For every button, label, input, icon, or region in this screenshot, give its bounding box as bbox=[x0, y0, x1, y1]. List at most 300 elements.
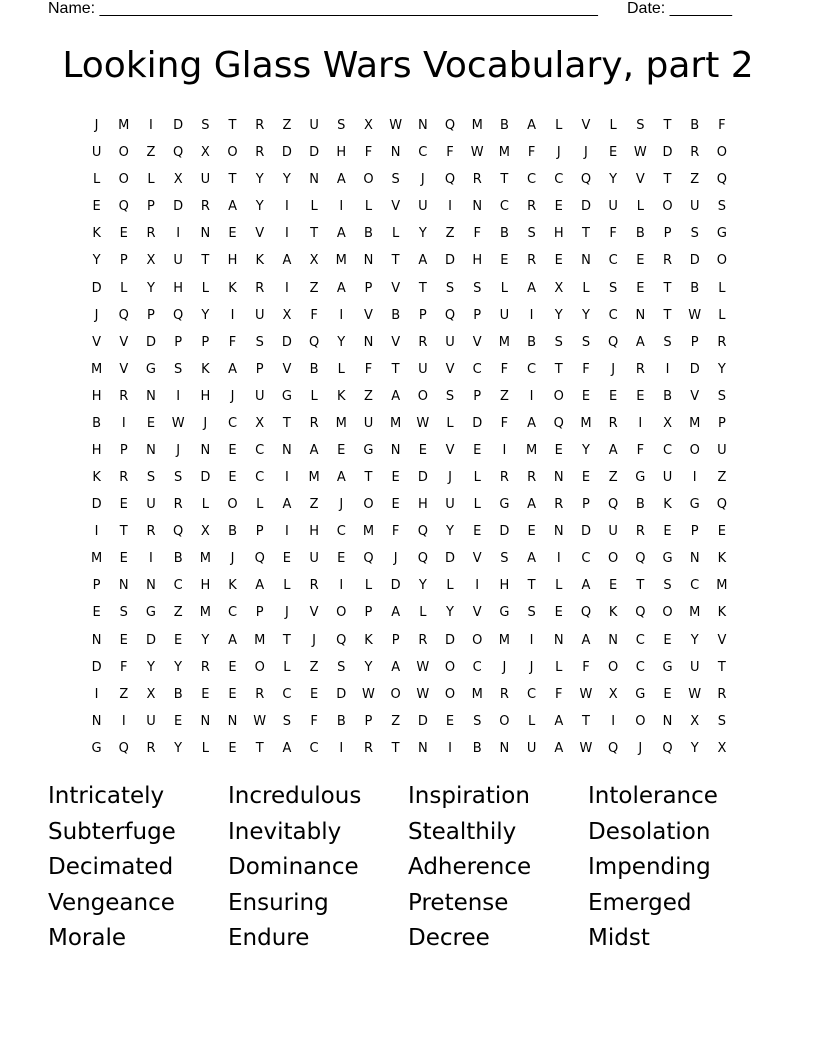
grid-letter: P bbox=[92, 578, 101, 594]
grid-letter: V bbox=[282, 361, 292, 377]
grid-letter: Z bbox=[445, 226, 455, 242]
grid-letter: G bbox=[281, 388, 292, 404]
grid-letter: E bbox=[473, 442, 482, 458]
grid-letter: V bbox=[391, 334, 401, 350]
grid-letter: U bbox=[445, 334, 455, 350]
grid-letter: X bbox=[146, 253, 156, 269]
grid-letter: R bbox=[363, 740, 373, 756]
grid-letter: D bbox=[336, 686, 347, 702]
grid-letter: D bbox=[417, 470, 428, 486]
grid-letter: T bbox=[255, 740, 264, 756]
grid-letter: Y bbox=[609, 172, 618, 188]
grid-letter: G bbox=[145, 361, 156, 377]
grid-letter: A bbox=[336, 470, 346, 486]
grid-letter: V bbox=[445, 361, 455, 377]
grid-letter: Z bbox=[309, 497, 319, 513]
grid-letter: C bbox=[309, 740, 319, 756]
grid-letter: R bbox=[717, 686, 727, 702]
grid-letter: X bbox=[282, 307, 292, 323]
grid-letter: C bbox=[554, 172, 564, 188]
grid-letter: Y bbox=[174, 659, 183, 675]
grid-letter: J bbox=[638, 740, 643, 756]
grid-letter: U bbox=[146, 497, 156, 513]
word-list-item: Midst bbox=[588, 925, 650, 951]
grid-letter: E bbox=[146, 415, 156, 431]
grid-letter: V bbox=[717, 632, 727, 648]
grid-letter: Z bbox=[119, 686, 129, 702]
grid-letter: I bbox=[339, 578, 344, 594]
grid-letter: J bbox=[312, 632, 317, 648]
grid-letter: A bbox=[282, 497, 292, 513]
grid-letter: S bbox=[473, 713, 482, 729]
grid-letter: Q bbox=[118, 307, 129, 323]
grid-letter: N bbox=[91, 632, 102, 648]
grid-letter: B bbox=[663, 388, 672, 404]
grid-letter: I bbox=[448, 740, 452, 756]
grid-letter: O bbox=[499, 713, 510, 729]
grid-letter: F bbox=[310, 307, 318, 323]
grid-letter: G bbox=[499, 605, 510, 621]
grid-letter: N bbox=[200, 226, 211, 242]
grid-letter: C bbox=[608, 307, 618, 323]
grid-letter: F bbox=[636, 442, 645, 458]
grid-letter: U bbox=[608, 524, 618, 540]
grid-letter: E bbox=[554, 253, 563, 269]
grid-letter: R bbox=[173, 497, 183, 513]
grid-letter: X bbox=[146, 686, 156, 702]
grid-letter: J bbox=[393, 551, 398, 567]
grid-letter: T bbox=[391, 361, 400, 377]
grid-letter: K bbox=[717, 605, 727, 621]
grid-letter: P bbox=[364, 605, 373, 621]
grid-letter: I bbox=[94, 686, 99, 702]
grid-letter: F bbox=[527, 145, 536, 161]
grid-letter: A bbox=[336, 172, 346, 188]
grid-letter: Q bbox=[254, 551, 265, 567]
grid-letter: I bbox=[94, 524, 99, 540]
grid-letter: Y bbox=[92, 253, 101, 269]
grid-letter: Y bbox=[201, 307, 210, 323]
grid-letter: O bbox=[608, 551, 619, 567]
grid-letter: V bbox=[364, 307, 373, 323]
grid-letter: S bbox=[717, 199, 727, 215]
grid-letter: L bbox=[310, 388, 318, 404]
grid-letter: X bbox=[717, 740, 727, 756]
grid-letter: R bbox=[200, 199, 210, 215]
grid-letter: D bbox=[390, 578, 401, 594]
grid-letter: Q bbox=[118, 740, 129, 756]
grid-letter: E bbox=[663, 632, 672, 648]
grid-letter: P bbox=[147, 307, 155, 323]
grid-letter: I bbox=[692, 470, 697, 486]
grid-letter: N bbox=[363, 334, 374, 350]
grid-letter: W bbox=[389, 118, 403, 134]
grid-letter: F bbox=[364, 145, 373, 161]
grid-letter: I bbox=[611, 713, 616, 729]
grid-letter: S bbox=[663, 334, 672, 350]
grid-letter: Y bbox=[690, 632, 699, 648]
grid-letter: L bbox=[555, 578, 563, 594]
word-list-item: Ensuring bbox=[228, 889, 329, 916]
grid-letter: C bbox=[635, 632, 645, 648]
grid-letter: P bbox=[147, 199, 155, 215]
grid-letter: S bbox=[581, 334, 591, 350]
grid-letter: P bbox=[119, 253, 128, 269]
grid-letter: A bbox=[527, 280, 537, 296]
grid-letter: M bbox=[498, 632, 511, 648]
grid-letter: R bbox=[635, 524, 645, 540]
grid-letter: A bbox=[309, 442, 319, 458]
grid-letter: T bbox=[554, 361, 563, 377]
word-list-item: Adherence bbox=[408, 854, 532, 880]
grid-letter: C bbox=[255, 470, 265, 486]
grid-letter: C bbox=[255, 442, 265, 458]
grid-letter: N bbox=[417, 118, 428, 134]
grid-letter: M bbox=[335, 253, 347, 269]
grid-letter: N bbox=[390, 145, 401, 161]
grid-letter: W bbox=[362, 686, 375, 702]
grid-letter: Y bbox=[554, 307, 563, 323]
grid-letter: Q bbox=[716, 497, 728, 513]
grid-letter: H bbox=[417, 497, 428, 513]
grid-letter: N bbox=[472, 199, 483, 215]
grid-letter: C bbox=[472, 659, 482, 675]
word-list-item: Inspiration bbox=[408, 783, 530, 809]
grid-letter: U bbox=[254, 388, 265, 404]
grid-letter: T bbox=[282, 415, 291, 431]
grid-letter: T bbox=[581, 713, 590, 729]
grid-letter: F bbox=[446, 145, 454, 161]
grid-letter: P bbox=[663, 226, 672, 242]
grid-letter: Y bbox=[255, 199, 264, 215]
grid-letter: U bbox=[363, 415, 374, 431]
grid-letter: X bbox=[200, 145, 210, 161]
grid-letter: W bbox=[688, 307, 702, 323]
grid-letter: W bbox=[416, 659, 430, 675]
grid-letter: W bbox=[171, 415, 185, 431]
grid-letter: Y bbox=[146, 659, 155, 675]
grid-letter: E bbox=[445, 713, 455, 729]
grid-letter: O bbox=[390, 686, 401, 702]
grid-letter: T bbox=[663, 280, 672, 296]
grid-letter: T bbox=[663, 172, 672, 188]
grid-letter: D bbox=[309, 145, 320, 161]
grid-letter: T bbox=[717, 659, 726, 675]
grid-letter: L bbox=[555, 659, 563, 675]
grid-letter: W bbox=[416, 686, 430, 702]
grid-letter: Q bbox=[417, 551, 428, 567]
grid-letter: N bbox=[662, 713, 673, 729]
grid-letter: L bbox=[718, 280, 726, 296]
grid-letter: D bbox=[580, 524, 591, 540]
grid-letter: L bbox=[201, 740, 209, 756]
grid-letter: J bbox=[203, 415, 208, 431]
grid-letter: I bbox=[284, 524, 289, 540]
grid-letter: Z bbox=[364, 388, 373, 404]
grid-letter: R bbox=[119, 470, 129, 486]
grid-letter: L bbox=[473, 470, 481, 486]
grid-letter: I bbox=[176, 226, 181, 242]
grid-letter: A bbox=[336, 280, 346, 296]
grid-letter: S bbox=[554, 334, 563, 350]
grid-letter: O bbox=[662, 605, 673, 621]
grid-letter: D bbox=[445, 632, 456, 648]
grid-letter: D bbox=[91, 497, 102, 513]
grid-letter: S bbox=[255, 334, 264, 350]
grid-letter: R bbox=[309, 415, 319, 431]
grid-letter: D bbox=[91, 659, 102, 675]
grid-letter: R bbox=[527, 253, 537, 269]
grid-letter: E bbox=[391, 497, 400, 513]
grid-letter: S bbox=[527, 226, 536, 242]
grid-letter: E bbox=[119, 226, 128, 242]
grid-letter: U bbox=[254, 307, 265, 323]
word-list-item: Desolation bbox=[588, 818, 711, 845]
grid-letter: F bbox=[582, 361, 590, 377]
grid-letter: O bbox=[336, 605, 347, 621]
grid-letter: N bbox=[608, 632, 619, 648]
grid-letter: Q bbox=[444, 118, 456, 134]
grid-letter: M bbox=[498, 334, 511, 350]
grid-letter: S bbox=[717, 713, 727, 729]
grid-letter: W bbox=[470, 145, 484, 161]
grid-letter: P bbox=[418, 307, 427, 323]
grid-letter: O bbox=[363, 497, 374, 513]
grid-letter: A bbox=[581, 632, 591, 648]
grid-letter: U bbox=[717, 442, 727, 458]
grid-letter: P bbox=[364, 713, 373, 729]
grid-letter: E bbox=[92, 605, 101, 621]
grid-letter: L bbox=[555, 118, 563, 134]
grid-letter: R bbox=[309, 578, 319, 594]
grid-letter: P bbox=[690, 334, 699, 350]
grid-letter: K bbox=[663, 497, 672, 513]
grid-letter: N bbox=[146, 578, 156, 594]
grid-letter: N bbox=[282, 442, 292, 458]
grid-letter: I bbox=[121, 713, 126, 729]
grid-letter: S bbox=[609, 280, 618, 296]
grid-letter: T bbox=[201, 253, 210, 269]
grid-letter: A bbox=[391, 388, 401, 404]
grid-letter: B bbox=[391, 307, 401, 323]
grid-letter: Y bbox=[581, 442, 590, 458]
grid-letter: R bbox=[635, 361, 645, 377]
grid-letter: G bbox=[662, 659, 673, 675]
grid-letter: Y bbox=[446, 524, 454, 540]
grid-letter: L bbox=[283, 659, 291, 675]
grid-letter: Z bbox=[690, 172, 700, 188]
grid-letter: K bbox=[337, 388, 346, 404]
grid-letter: H bbox=[200, 388, 211, 404]
grid-letter: I bbox=[638, 415, 643, 431]
grid-letter: A bbox=[336, 226, 346, 242]
grid-letter: V bbox=[391, 199, 401, 215]
grid-letter: R bbox=[418, 334, 428, 350]
grid-letter: A bbox=[554, 740, 564, 756]
grid-letter: N bbox=[91, 713, 102, 729]
grid-letter: L bbox=[446, 578, 454, 594]
grid-letter: E bbox=[201, 686, 210, 702]
grid-letter: H bbox=[200, 578, 211, 594]
grid-letter: V bbox=[92, 334, 102, 350]
grid-letter: L bbox=[120, 280, 128, 296]
grid-letter: R bbox=[499, 686, 509, 702]
word-list-item: Subterfuge bbox=[48, 818, 176, 845]
grid-letter: E bbox=[663, 686, 672, 702]
grid-letter: R bbox=[200, 659, 210, 675]
grid-letter: E bbox=[337, 551, 346, 567]
grid-letter: Q bbox=[173, 524, 184, 540]
grid-letter: C bbox=[336, 524, 346, 540]
grid-letter: C bbox=[227, 605, 238, 621]
grid-letter: O bbox=[417, 388, 428, 404]
grid-letter: D bbox=[145, 632, 156, 648]
grid-letter: P bbox=[473, 307, 482, 323]
grid-letter: G bbox=[499, 497, 510, 513]
grid-letter: W bbox=[633, 145, 647, 161]
word-list-item: Decree bbox=[408, 925, 490, 951]
grid-letter: S bbox=[663, 578, 672, 594]
grid-letter: T bbox=[581, 226, 590, 242]
grid-letter: A bbox=[391, 659, 401, 675]
grid-letter: P bbox=[255, 361, 264, 377]
grid-letter: U bbox=[526, 740, 537, 756]
word-list-item: Impending bbox=[588, 854, 711, 880]
grid-letter: N bbox=[553, 470, 564, 486]
grid-letter: X bbox=[663, 415, 672, 431]
grid-letter: V bbox=[445, 442, 455, 458]
grid-letter: T bbox=[418, 280, 427, 296]
name-field-label: Name: ________________________________________________________ bbox=[48, 0, 598, 17]
word-list bbox=[48, 780, 768, 958]
grid-letter: O bbox=[444, 659, 456, 675]
grid-letter: O bbox=[363, 172, 374, 188]
grid-letter: I bbox=[529, 307, 534, 323]
grid-letter: S bbox=[527, 605, 536, 621]
grid-letter: J bbox=[94, 307, 99, 323]
grid-letter: H bbox=[309, 524, 319, 540]
grid-letter: A bbox=[527, 118, 537, 134]
grid-letter: U bbox=[689, 199, 700, 215]
grid-letter: B bbox=[472, 740, 482, 756]
grid-letter: G bbox=[363, 442, 374, 458]
grid-letter: A bbox=[527, 497, 537, 513]
grid-letter: O bbox=[553, 388, 564, 404]
word-list-item: Intolerance bbox=[588, 783, 718, 809]
grid-letter: T bbox=[663, 307, 672, 323]
grid-letter: M bbox=[390, 415, 402, 431]
grid-letter: M bbox=[90, 361, 103, 377]
grid-letter: F bbox=[609, 226, 617, 242]
grid-letter: I bbox=[284, 226, 289, 242]
grid-letter: F bbox=[120, 659, 128, 675]
grid-letter: D bbox=[499, 524, 510, 540]
page-title: Looking Glass Wars Vocabulary, part 2 bbox=[62, 45, 754, 86]
grid-letter: I bbox=[149, 118, 153, 134]
grid-letter: M bbox=[254, 632, 266, 648]
grid-letter: E bbox=[636, 388, 645, 404]
grid-letter: P bbox=[201, 334, 210, 350]
grid-letter: S bbox=[282, 713, 292, 729]
grid-letter: I bbox=[339, 740, 344, 756]
grid-letter: E bbox=[500, 253, 509, 269]
grid-letter: B bbox=[173, 686, 183, 702]
header bbox=[48, 0, 748, 20]
word-list-item: Vengeance bbox=[48, 889, 175, 916]
grid-letter: N bbox=[146, 388, 156, 404]
grid-letter: F bbox=[310, 713, 318, 729]
grid-letter: W bbox=[579, 686, 593, 702]
grid-letter: I bbox=[529, 388, 534, 404]
grid-letter: E bbox=[473, 524, 482, 540]
grid-letter: E bbox=[228, 470, 237, 486]
grid-letter: E bbox=[309, 686, 319, 702]
word-search-grid bbox=[83, 112, 735, 762]
grid-letter: T bbox=[391, 253, 400, 269]
grid-letter: D bbox=[445, 551, 456, 567]
grid-letter: Q bbox=[716, 172, 728, 188]
grid-letter: Z bbox=[282, 118, 292, 134]
grid-letter: H bbox=[91, 388, 102, 404]
grid-letter: V bbox=[255, 226, 265, 242]
grid-letter: E bbox=[609, 145, 618, 161]
grid-letter: R bbox=[499, 470, 509, 486]
grid-letter: S bbox=[337, 659, 346, 675]
grid-letter: I bbox=[665, 361, 670, 377]
date-field-label: Date: _______ bbox=[627, 0, 732, 17]
grid-letter: L bbox=[473, 497, 481, 513]
grid-letter: S bbox=[717, 388, 727, 404]
grid-letter: V bbox=[309, 605, 319, 621]
grid-letter: F bbox=[582, 659, 590, 675]
grid-letter: N bbox=[689, 551, 700, 567]
grid-letter: B bbox=[499, 226, 509, 242]
grid-letter: C bbox=[282, 686, 292, 702]
grid-letter: Q bbox=[608, 497, 619, 513]
grid-letter: Q bbox=[635, 551, 646, 567]
grid-letter: T bbox=[527, 578, 536, 594]
grid-letter: F bbox=[500, 415, 509, 431]
grid-letter: G bbox=[635, 470, 646, 486]
grid-letter: F bbox=[391, 524, 400, 540]
grid-letter: S bbox=[146, 470, 156, 486]
grid-letter: E bbox=[554, 442, 563, 458]
grid-letter: P bbox=[119, 442, 128, 458]
grid-letter: P bbox=[391, 632, 400, 648]
word-list-item: Incredulous bbox=[228, 783, 362, 809]
grid-letter: E bbox=[663, 524, 672, 540]
grid-letter: D bbox=[173, 118, 184, 134]
grid-letter: G bbox=[689, 497, 700, 513]
grid-letter: E bbox=[119, 497, 128, 513]
grid-letter: L bbox=[392, 226, 400, 242]
grid-letter: E bbox=[717, 524, 727, 540]
grid-letter: T bbox=[228, 172, 237, 188]
grid-letter: J bbox=[94, 118, 99, 134]
grid-letter: D bbox=[281, 145, 292, 161]
grid-letter: H bbox=[227, 253, 238, 269]
grid-letter: Y bbox=[581, 307, 590, 323]
grid-letter: A bbox=[282, 740, 292, 756]
grid-letter: H bbox=[499, 578, 510, 594]
grid-letter: A bbox=[228, 361, 237, 377]
grid-letter: E bbox=[282, 551, 292, 567]
grid-letter: C bbox=[527, 686, 537, 702]
grid-letter: A bbox=[391, 605, 401, 621]
grid-letter: E bbox=[636, 253, 645, 269]
grid-letter: L bbox=[364, 578, 373, 594]
grid-letter: L bbox=[364, 199, 373, 215]
